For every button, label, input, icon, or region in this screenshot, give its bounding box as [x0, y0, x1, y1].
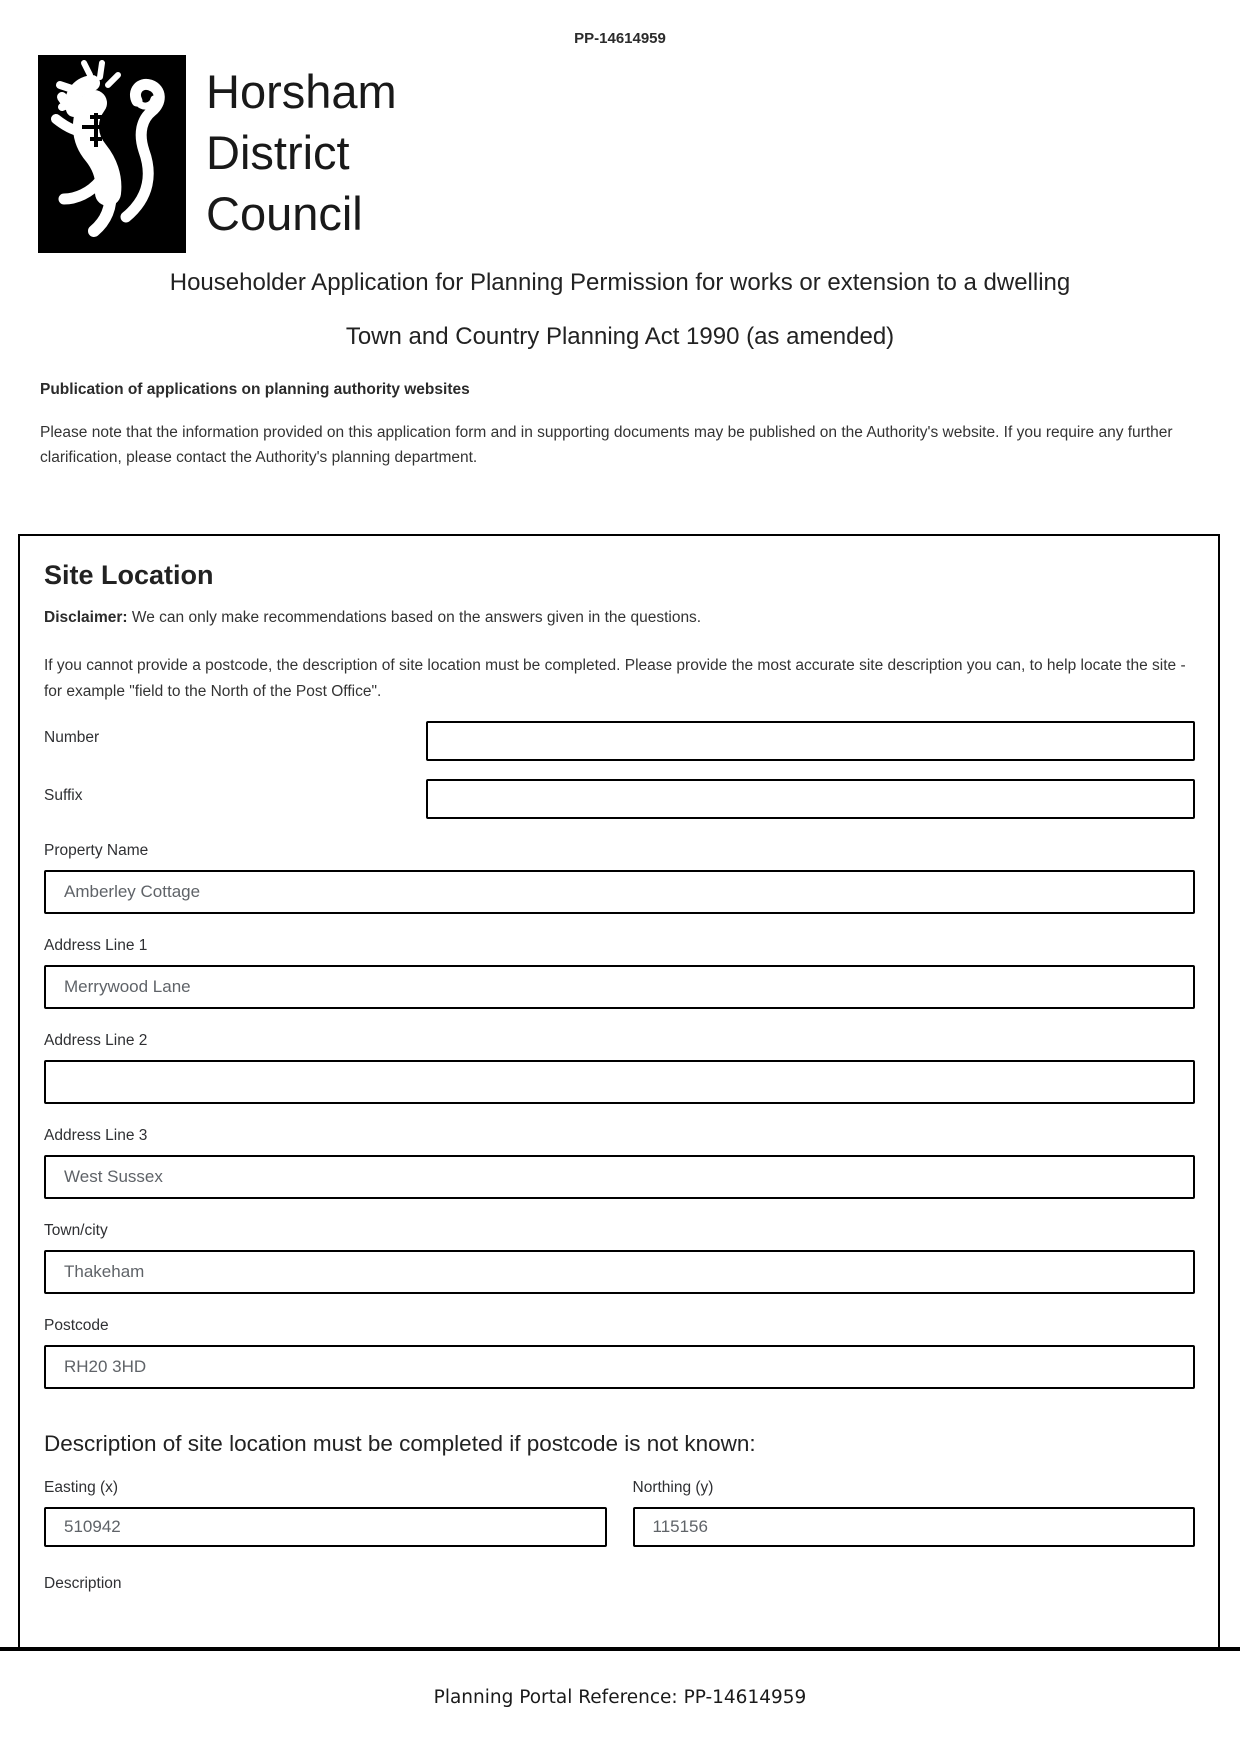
council-name-line: Horsham	[206, 65, 397, 118]
northing-label: Northing (y)	[632, 1479, 714, 1496]
postcode-label: Postcode	[44, 1317, 109, 1334]
suffix-input[interactable]	[426, 779, 1195, 819]
section-heading: Site Location	[44, 560, 214, 590]
footer-reference: PP-14614959	[683, 1687, 807, 1708]
description-requirement-heading: Description of site location must be completed if postcode is not known:	[44, 1431, 756, 1456]
northing-field	[633, 1479, 1196, 1547]
council-name-line: Council	[206, 187, 363, 240]
suffix-field-row	[44, 779, 1195, 819]
form-title: Householder Application for Planning Permission for works or extension to a dwelling	[169, 269, 1071, 296]
address-line-1-input[interactable]	[44, 965, 1195, 1009]
town-city-input[interactable]	[44, 1250, 1195, 1294]
suffix-label: Suffix	[44, 787, 83, 804]
publication-note: Please note that the information provided on this application form and in supporting documents may be published on the Authority's website. If you require any further clarification, please contact the Authority's planning department.	[40, 424, 1173, 466]
disclaimer-text	[44, 609, 1195, 627]
disclaimer-label: Disclaimer:	[44, 609, 128, 626]
postcode-field	[44, 1317, 1195, 1389]
easting-field	[44, 1479, 607, 1547]
address-line-2-label: Address Line 2	[44, 1032, 148, 1049]
property-name-input[interactable]	[44, 870, 1195, 914]
number-input[interactable]	[426, 721, 1195, 761]
lion-rampant-icon	[38, 55, 186, 253]
address-line-1-field	[44, 937, 1195, 1009]
easting-input[interactable]	[44, 1507, 607, 1547]
description-field	[44, 1575, 1195, 1593]
disclaimer-body: We can only make recommendations based on the answers given in the questions.	[127, 609, 702, 626]
publication-heading: Publication of applications on planning authority websites	[40, 381, 470, 398]
number-label: Number	[44, 729, 100, 746]
footer-label: Planning Portal Reference:	[433, 1687, 684, 1708]
postcode-input[interactable]	[44, 1345, 1195, 1389]
town-city-label: Town/city	[44, 1222, 108, 1239]
coordinates-row	[44, 1479, 1195, 1547]
address-line-2-input[interactable]	[44, 1060, 1195, 1104]
property-name-label: Property Name	[44, 842, 149, 859]
council-name-line: District	[206, 126, 350, 179]
easting-label: Easting (x)	[44, 1479, 119, 1496]
page-break-line	[0, 1647, 1240, 1651]
planning-portal-reference	[0, 1687, 1240, 1751]
northing-input[interactable]	[633, 1507, 1196, 1547]
address-line-2-field	[44, 1032, 1195, 1104]
description-label: Description	[44, 1575, 122, 1592]
town-city-field	[44, 1222, 1195, 1294]
council-logo	[38, 55, 1240, 253]
form-subtitle: Town and Country Planning Act 1990 (as amended)	[345, 323, 895, 350]
council-name	[206, 61, 397, 253]
address-line-3-input[interactable]	[44, 1155, 1195, 1199]
site-location-intro: If you cannot provide a postcode, the description of site location must be completed. Please provide the most accurate site description you can, to help locate the site - for example "field to the North of the Post Office".	[44, 657, 1186, 700]
property-name-field	[44, 842, 1195, 914]
address-line-3-field	[44, 1127, 1195, 1199]
number-field-row	[44, 721, 1195, 761]
address-line-1-label: Address Line 1	[44, 937, 148, 954]
site-location-section	[18, 534, 1220, 1647]
application-reference: PP-14614959	[574, 30, 666, 47]
address-line-3-label: Address Line 3	[44, 1127, 148, 1144]
